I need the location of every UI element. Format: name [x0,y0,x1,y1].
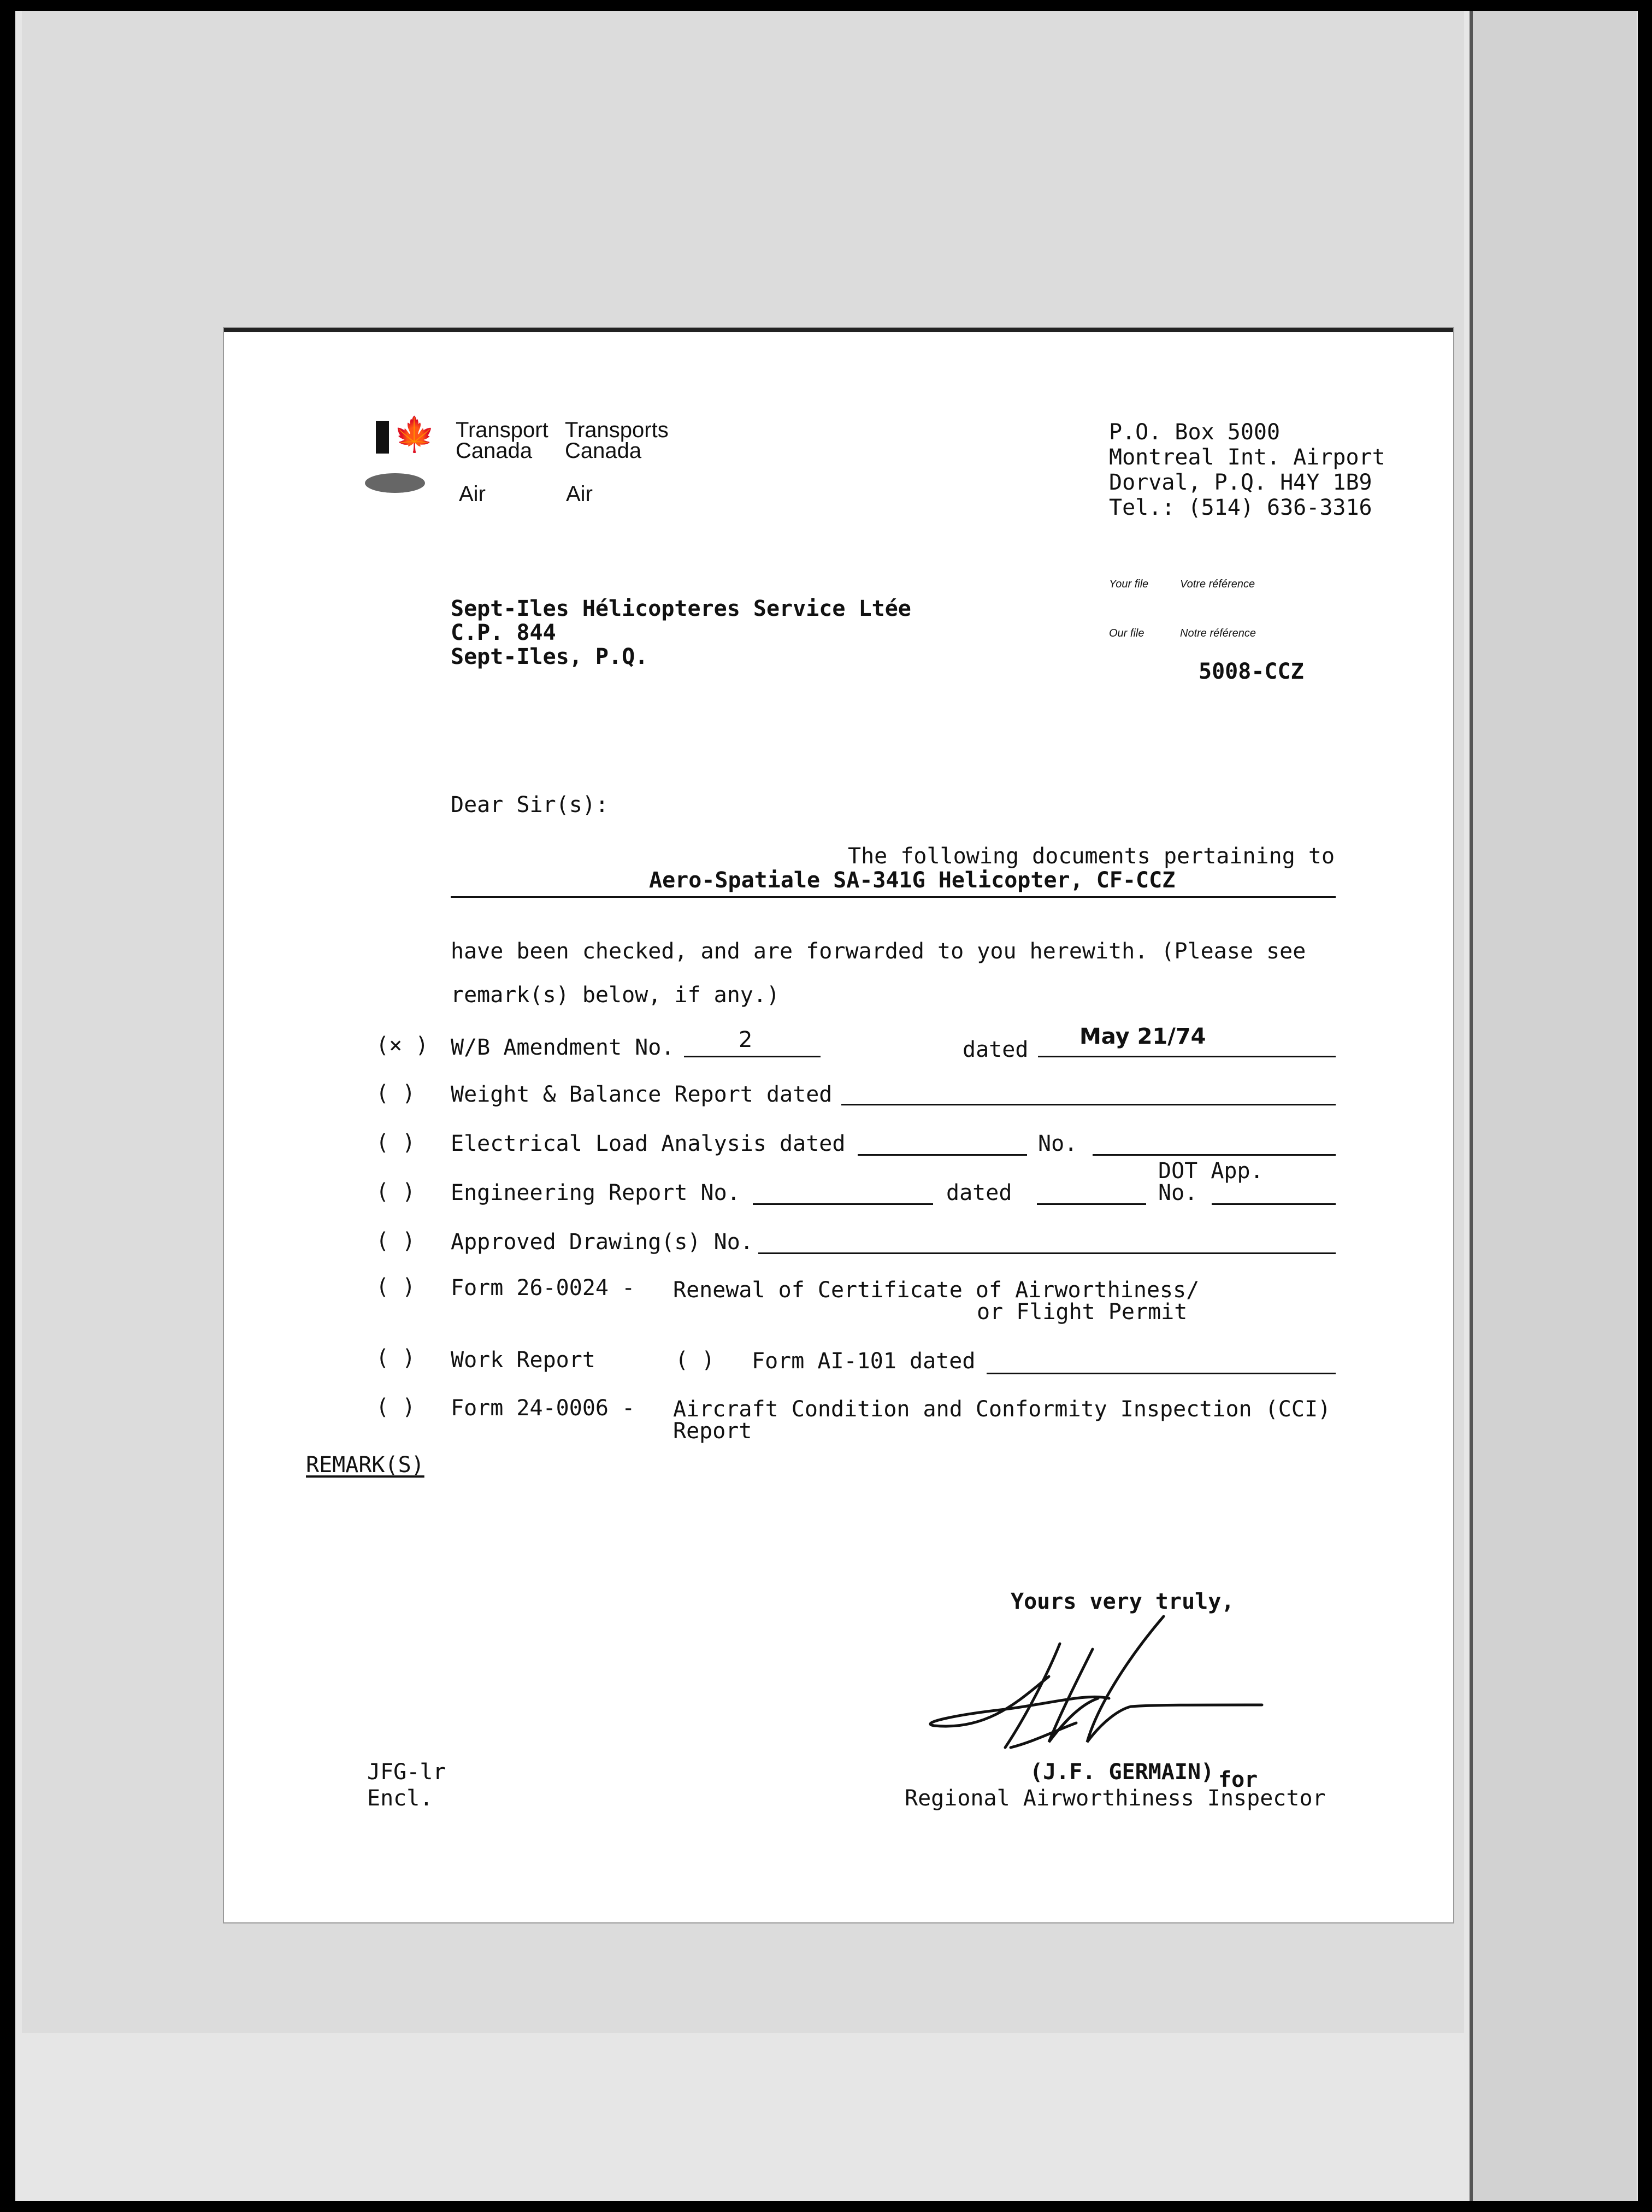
form-26-0024-label: Form 26-0024 - [451,1275,635,1301]
address-line-3: Dorval, P.Q. H4Y 1B9 [1109,470,1372,495]
checkbox-weight-balance: ( ) [376,1081,416,1106]
engineering-no-line [753,1203,933,1205]
engineering-dated-label: dated [946,1180,1012,1205]
signatory-title: Regional Airworthiness Inspector [905,1786,1326,1811]
form-24-0006-label: Form 24-0006 - [451,1396,635,1421]
form-24-0006-desc-1: Aircraft Condition and Conformity Inspection (CCI) [673,1397,1331,1422]
remarks-heading: REMARK(S) [306,1452,424,1478]
engineering-dot-no-line [1212,1203,1336,1205]
recipient-address [451,597,911,669]
header-english [456,420,548,461]
electrical-no-label: No. [1038,1131,1078,1156]
form-26-0024-desc-2: or Flight Permit [977,1299,1188,1325]
signatory-for: for [1218,1767,1258,1792]
checkbox-engineering-report: ( ) [376,1179,416,1204]
aircraft-underline [451,896,1336,898]
engineering-report-label: Engineering Report No. [451,1180,740,1205]
wb-date-line [1038,1056,1336,1057]
checkbox-form-ai-101: ( ) [675,1348,715,1373]
checkbox-electrical-load: ( ) [376,1130,416,1155]
canada-flag-icon: 🍁 [376,421,436,454]
our-file-label: Our file [1109,627,1144,639]
enclosure-note: Encl. [367,1786,433,1811]
address-line-4: Tel.: (514) 636-3316 [1109,495,1372,520]
engineering-date-line [1037,1203,1146,1205]
wb-amendment-date: May 21/74 [1079,1024,1206,1049]
work-report-label: Work Report [451,1348,595,1373]
approved-drawings-line [758,1252,1336,1254]
closing-yours: Yours very truly, [1011,1589,1235,1614]
weight-balance-line [841,1104,1336,1105]
body-line-1: have been checked, and are forwarded to you herewith. (Please see [451,939,1306,964]
approved-drawings-label: Approved Drawing(s) No. [451,1229,753,1255]
typist-initials: JFG-lr [367,1760,446,1785]
wb-amendment-label: W/B Amendment No. [451,1035,675,1060]
right-edge-strip [1470,11,1637,2201]
canada-fr: Canada [565,439,642,463]
your-file-label: Your file [1109,578,1149,590]
intro-text: The following documents pertaining to [848,844,1335,869]
transport-en: Transport [456,418,548,442]
header-french [565,420,669,461]
weight-balance-label: Weight & Balance Report dated [451,1082,833,1107]
form-ai-101-line [987,1373,1336,1374]
wb-dated-label: dated [963,1037,1029,1062]
electrical-load-label: Electrical Load Analysis dated [451,1131,846,1156]
letter-page [224,328,1453,1922]
checkbox-form-24-0006: ( ) [376,1395,416,1420]
address-line-2: Montreal Int. Airport [1109,445,1385,470]
transport-fr: Transports [565,418,669,442]
electrical-no-line [1093,1154,1336,1156]
recipient-line-3: Sept-Iles, P.Q. [451,644,648,669]
wb-number-line [684,1056,821,1057]
form-24-0006-desc-2: Report [673,1419,752,1444]
checkbox-form-26-0024: ( ) [376,1274,416,1299]
our-file-label-fr: Notre référence [1180,627,1256,639]
canada-en: Canada [456,439,533,463]
checkbox-work-report: ( ) [376,1345,416,1370]
form-ai-101-label: Form AI-101 dated [752,1349,976,1374]
engineering-dot-no-label: No. [1158,1180,1198,1205]
checkbox-approved-drawings: ( ) [376,1228,416,1254]
your-file-label-fr: Votre référence [1180,578,1255,590]
sender-address [1109,420,1385,520]
checkbox-wb-amendment: (× ) [376,1033,429,1058]
file-number: 5008-CCZ [1199,659,1304,684]
body-line-2: remark(s) below, if any.) [451,983,780,1008]
recipient-line-1: Sept-Iles Hélicopteres Service Ltée [451,596,911,621]
wb-amendment-number: 2 [739,1027,753,1052]
air-fr: Air [566,482,593,506]
dot-app-label: DOT App. [1158,1158,1264,1184]
stamp-mark [365,473,425,493]
signatory-name: (J.F. GERMAIN) [1030,1760,1214,1785]
address-line-1: P.O. Box 5000 [1109,420,1281,445]
air-en: Air [459,482,486,506]
form-26-0024-desc-1: Renewal of Certificate of Airworthiness/ [673,1278,1200,1303]
aircraft-name: Aero-Spatiale SA-341G Helicopter, CF-CCZ [649,868,1176,893]
recipient-line-2: C.P. 844 [451,620,556,645]
salutation: Dear Sir(s): [451,792,609,817]
electrical-date-line [858,1154,1027,1156]
